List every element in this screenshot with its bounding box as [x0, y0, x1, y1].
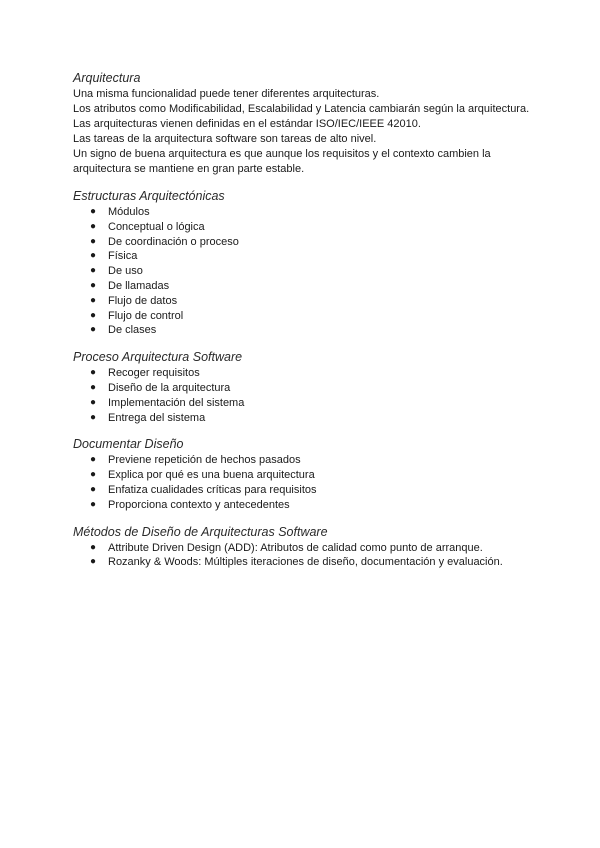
list-item — [73, 235, 540, 250]
bullet-icon: ● — [90, 265, 97, 277]
list-item — [73, 220, 540, 235]
list-item — [73, 249, 540, 264]
list-item-text: Conceptual o lógica — [108, 220, 205, 233]
list-item-text: De clases — [108, 324, 157, 337]
list-item-text: Rozanky & Woods: Múltiples iteraciones de diseño, documentación y evaluación. — [108, 556, 503, 569]
list-item-text: Attribute Driven Design (ADD): Atributos de calidad como punto de arranque. — [108, 541, 483, 554]
list-item-text: Proporciona contexto y antecedentes — [108, 498, 290, 511]
list-item-text: Física — [108, 250, 138, 263]
bullet-list — [73, 366, 540, 425]
intro-paragraph: Las arquitecturas vienen definidas en el estándar ISO/IEC/IEEE 42010. — [73, 118, 421, 130]
list-item — [73, 279, 540, 294]
list-item-text: Recoger requisitos — [108, 367, 200, 380]
list-item — [73, 309, 540, 324]
bullet-icon: ● — [90, 309, 97, 321]
section-metodos — [73, 524, 540, 571]
list-item-text: Enfatiza cualidades críticas para requisitos — [108, 483, 317, 496]
bullet-icon: ● — [90, 556, 97, 568]
list-item — [73, 498, 540, 513]
list-item-text: De coordinación o proceso — [108, 235, 239, 248]
intro-paragraph: Las tareas de la arquitectura software son tareas de alto nivel. — [73, 133, 377, 145]
bullet-icon: ● — [90, 381, 97, 393]
list-item-text: Flujo de control — [108, 309, 184, 322]
bullet-icon: ● — [90, 498, 97, 510]
list-item-text: Implementación del sistema — [108, 396, 245, 409]
section-title-arquitectura: Arquitectura — [73, 71, 141, 85]
list-item-text: De llamadas — [108, 279, 170, 292]
bullet-icon: ● — [90, 454, 97, 466]
list-item — [73, 411, 540, 426]
list-item — [73, 381, 540, 396]
section-title: Métodos de Diseño de Arquitecturas Software — [73, 524, 328, 539]
section-proceso — [73, 349, 540, 425]
section-title: Documentar Diseño — [73, 437, 184, 452]
bullet-icon: ● — [90, 220, 97, 232]
section-estructuras — [73, 188, 540, 338]
list-item — [73, 483, 540, 498]
list-item — [73, 323, 540, 338]
bullet-list — [73, 453, 540, 512]
list-item-text: Explica por qué es una buena arquitectura — [108, 469, 315, 482]
bullet-icon: ● — [90, 396, 97, 408]
list-item — [73, 453, 540, 468]
bullet-list — [73, 541, 540, 571]
list-item — [73, 366, 540, 381]
bullet-icon: ● — [90, 411, 97, 423]
list-item-text: Previene repetición de hechos pasados — [108, 454, 301, 467]
bullet-icon: ● — [90, 250, 97, 262]
list-item — [73, 468, 540, 483]
list-item-text: Flujo de datos — [108, 294, 178, 307]
bullet-icon: ● — [90, 324, 97, 336]
bullet-icon: ● — [90, 206, 97, 217]
list-item-text: Entrega del sistema — [108, 411, 206, 424]
section-title: Proceso Arquitectura Software — [73, 350, 243, 365]
list-item — [73, 541, 540, 556]
bullet-icon: ● — [90, 483, 97, 495]
list-item-text: De uso — [108, 265, 143, 278]
list-item-text: Módulos — [108, 206, 150, 218]
intro-paragraph: Los atributos como Modificabilidad, Escalabilidad y Latencia cambiarán según la arquitectura. — [73, 103, 530, 115]
intro-paragraph: Un signo de buena arquitectura es que aunque los requisitos y el contexto cambien la arquitectura se mantiene en gran parte estable. — [73, 148, 491, 175]
bullet-icon: ● — [90, 367, 97, 379]
intro-paragraph: Una misma funcionalidad puede tener diferentes arquitecturas. — [73, 88, 380, 100]
section-documentar — [73, 436, 540, 512]
list-item — [73, 294, 540, 309]
bullet-icon: ● — [90, 541, 97, 553]
bullet-icon: ● — [90, 469, 97, 481]
intro-section — [73, 70, 540, 177]
list-item — [73, 205, 540, 220]
bullet-list — [73, 205, 540, 338]
bullet-icon: ● — [90, 235, 97, 247]
list-item-text: Diseño de la arquitectura — [108, 381, 231, 394]
bullet-icon: ● — [90, 294, 97, 306]
list-item — [73, 555, 540, 570]
list-item — [73, 396, 540, 411]
section-title: Estructuras Arquitectónicas — [73, 189, 225, 203]
bullet-icon: ● — [90, 279, 97, 291]
list-item — [73, 264, 540, 279]
